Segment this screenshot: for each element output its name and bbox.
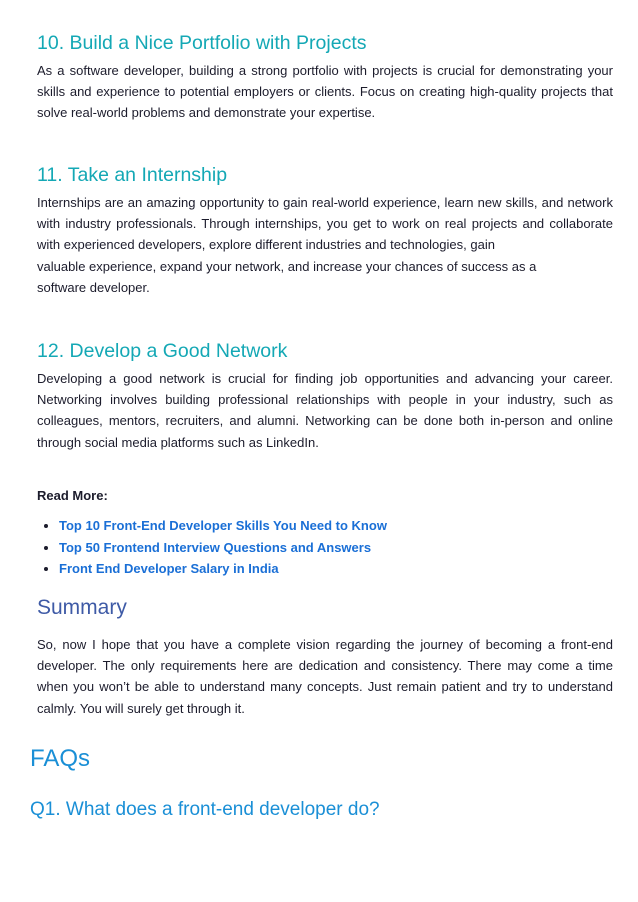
read-more-list [37,515,613,580]
read-more-link[interactable]: Top 10 Front-End Developer Skills You Need to Know [59,518,387,533]
paragraph-line: Internships are an amazing opportunity to gain real-world experience, learn new skills, and network with industry professionals. Through internships, you get to work on real projects and collaborate with experienced developers, explore different industries and technologies, gain [37,195,613,253]
faq-question-heading: Q1. What does a front-end developer do? [30,799,380,820]
section-summary [37,594,613,719]
paragraph-line: software developer. [37,279,150,295]
summary-heading: Summary [37,596,127,619]
section-heading: 12. Develop a Good Network [37,340,288,362]
read-more-label: Read More: [37,488,108,503]
faqs-heading: FAQs [30,745,91,772]
list-item [59,558,613,580]
read-more-link[interactable]: Top 50 Frontend Interview Questions and Answers [59,539,372,555]
paragraph-line: valuable experience, expand your network, and increase your chances of success as a [37,258,537,274]
read-more-block [37,488,613,580]
section-paragraph [37,192,613,298]
summary-paragraph: So, now I hope that you have a complete vision regarding the journey of becoming a front-end developer. The only requirements here are dedication and consistency. There may come a time when you won’t be able to understand many concepts. Just remain patient and try to understand calmly. You will surely get through it. [37,637,613,716]
section-heading: 10. Build a Nice Portfolio with Projects [37,32,367,54]
list-item [59,537,613,559]
read-more-link[interactable]: Front End Developer Salary in India [59,561,279,576]
section-paragraph: As a software developer, building a strong portfolio with projects is crucial for demonstrating your skills and experience to potential employers or clients. Focus on creating high-quality projects that solve real-world problems and demonstrate your expertise. [37,63,613,121]
section-paragraph: Developing a good network is crucial for finding job opportunities and advancing your career. Networking involves building professional relationships with people in your industry, such as colleagues, mentors, recruiters, and alumni. Networking can be done both in-person and online through social media platforms such as LinkedIn. [37,371,613,450]
section-portfolio [37,30,613,124]
list-item [59,515,613,537]
section-heading: 11. Take an Internship [37,164,228,186]
section-network [37,338,613,453]
section-internship [37,162,613,298]
